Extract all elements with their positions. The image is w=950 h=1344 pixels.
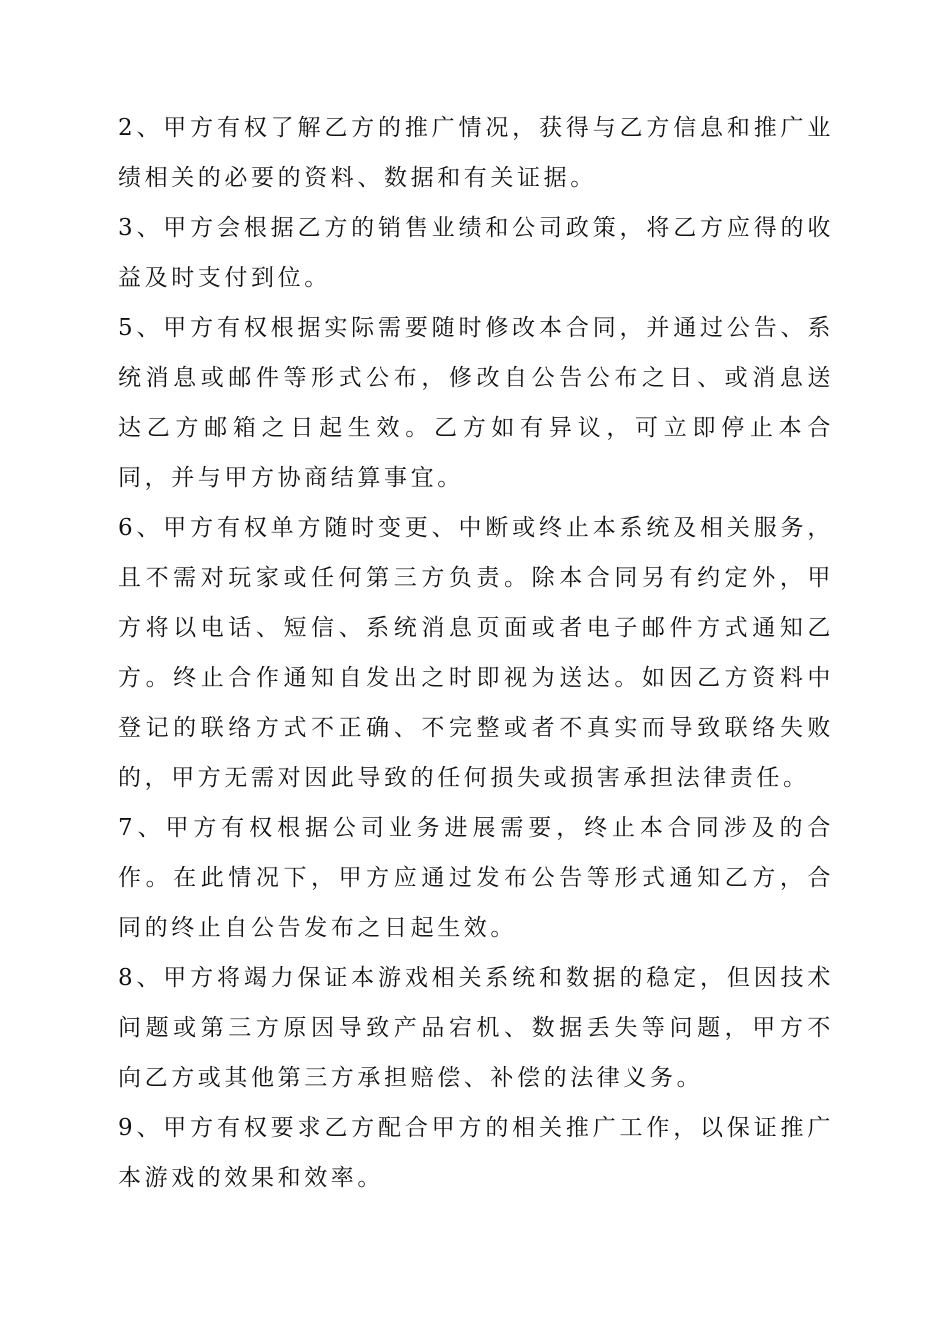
document-body	[118, 103, 834, 1203]
clause-8: 8、甲方将竭力保证本游戏相关系统和数据的稳定，但因技术问题或第三方原因导致产品宕机、数据丢失等问题，甲方不向乙方或其他第三方承担赔偿、补偿的法律义务。	[118, 965, 834, 1091]
clause-2: 2、甲方有权了解乙方的推广情况，获得与乙方信息和推广业绩相关的必要的资料、数据和有关证据。	[118, 115, 834, 191]
clause-9: 9、甲方有权要求乙方配合甲方的相关推广工作，以保证推广本游戏的效果和效率。	[118, 1115, 834, 1191]
clause-5: 5、甲方有权根据实际需要随时修改本合同，并通过公告、系统消息或邮件等形式公布，修改自公告公布之日、或消息送达乙方邮箱之日起生效。乙方如有异议，可立即停止本合同，并与甲方协商结算事宜。	[118, 315, 834, 491]
clause-7: 7、甲方有权根据公司业务进展需要，终止本合同涉及的合作。在此情况下，甲方应通过发布公告等形式通知乙方，合同的终止自公告发布之日起生效。	[118, 815, 834, 941]
clause-6: 6、甲方有权单方随时变更、中断或终止本系统及相关服务，且不需对玩家或任何第三方负责。除本合同另有约定外，甲方将以电话、短信、系统消息页面或者电子邮件方式通知乙方。终止合作通知自发出之时即视为送达。如因乙方资料中登记的联络方式不正确、不完整或者不真实而导致联络失败的，甲方无需对因此导致的任何损失或损害承担法律责任。	[118, 515, 834, 791]
clause-3: 3、甲方会根据乙方的销售业绩和公司政策，将乙方应得的收益及时支付到位。	[118, 215, 834, 291]
